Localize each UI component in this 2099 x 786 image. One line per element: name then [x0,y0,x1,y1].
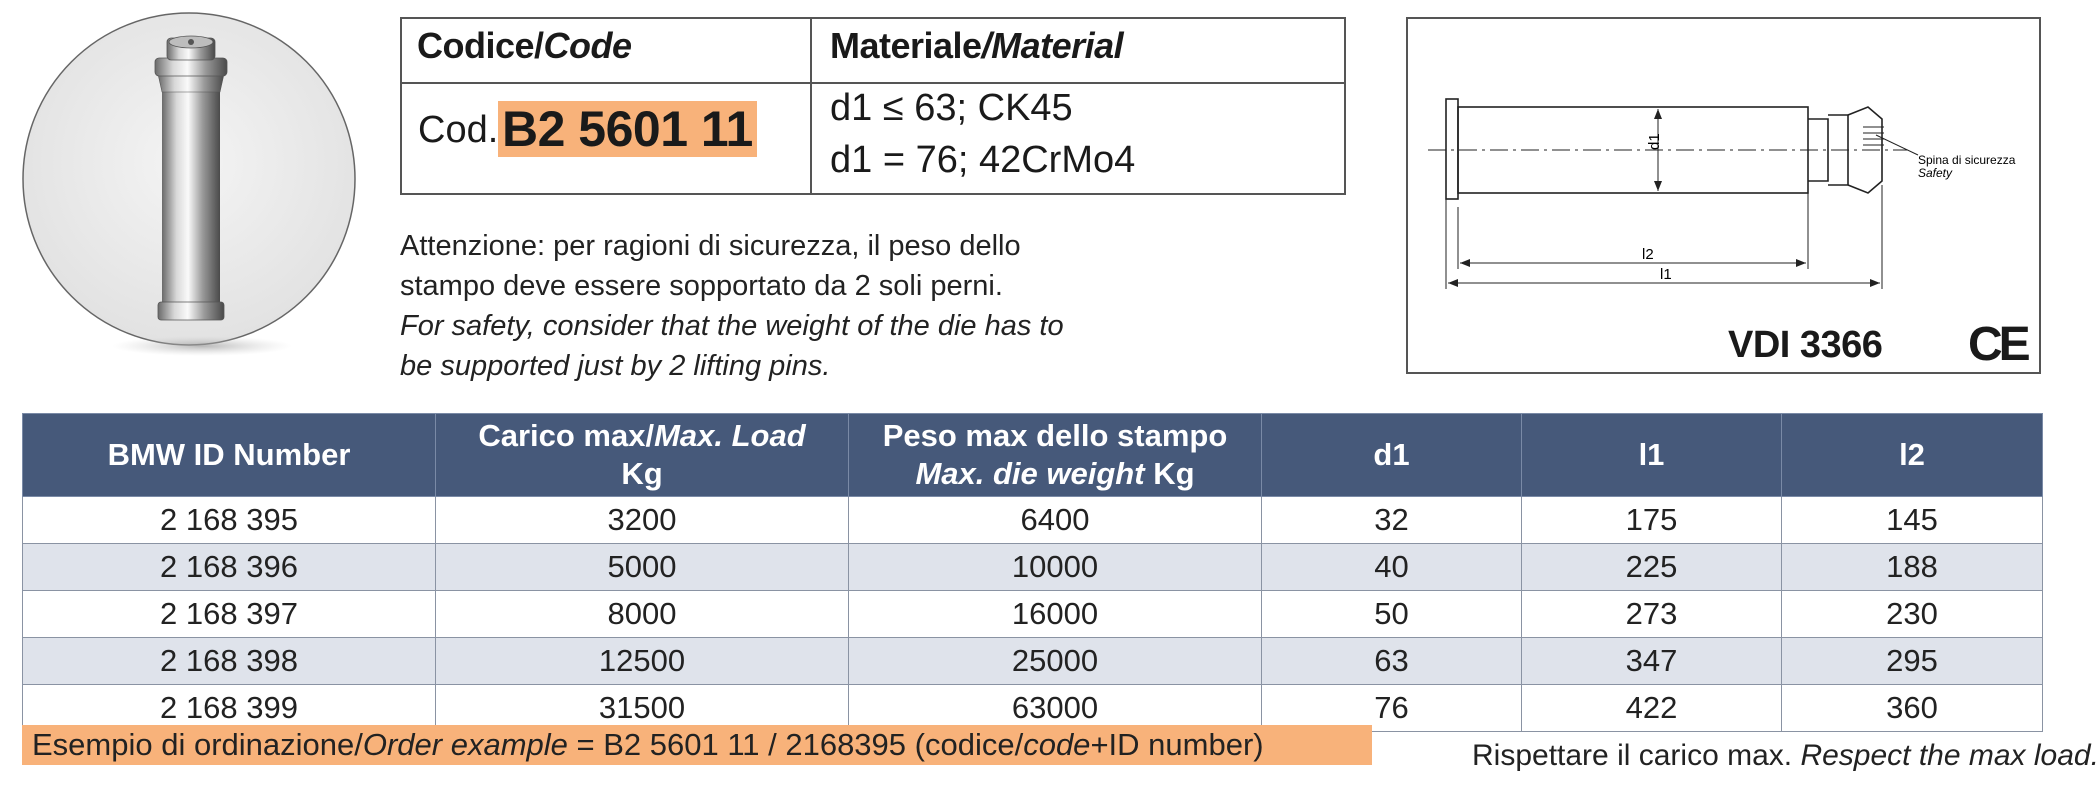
cell-max-load: 3200 [436,497,849,544]
order-example: Esempio di ordinazione/Order example = B2 5601 11 / 2168395 (codice/code+ID number) [22,725,1372,765]
cell-l1: 225 [1522,544,1782,591]
safety-label: Safety [1918,166,1953,180]
cell-d1: 76 [1262,685,1522,732]
cell-bmw-id: 2 168 398 [23,638,436,685]
material-line-1: d1 ≤ 63; CK45 [830,87,1073,129]
pin-drawing [1408,19,2039,372]
code-header: Codice/Code [417,25,632,66]
cell-bmw-id: 2 168 397 [23,591,436,638]
cell-bmw-id: 2 168 396 [23,544,436,591]
l2-label: l2 [1642,246,1654,263]
product-code: B2 5601 11 [498,101,757,157]
table-row [23,591,2043,638]
table-row [23,544,2043,591]
notice-it-line-1: Attenzione: per ragioni di sicurezza, il peso dello [400,230,1021,262]
cell-max-die-weight: 25000 [849,638,1262,685]
material-line-2: d1 = 76; 42CrMo4 [830,139,1136,181]
cell-max-load: 5000 [436,544,849,591]
cell-max-load: 8000 [436,591,849,638]
cell-d1: 63 [1262,638,1522,685]
product-photo [22,12,356,346]
code-prefix: Cod. [418,109,499,151]
cell-bmw-id: 2 168 399 [23,685,436,732]
cell-bmw-id: 2 168 395 [23,497,436,544]
notice-en-line-1: For safety, consider that the weight of the die has to [400,310,1064,342]
cell-l2: 145 [1782,497,2043,544]
notice-en-line-2: be supported just by 2 lifting pins. [400,350,831,382]
notice-it-line-2: stampo deve essere sopportato da 2 soli perni. [400,270,1003,302]
header-l2: l2 [1782,414,2043,497]
cell-max-die-weight: 16000 [849,591,1262,638]
d1-label: d1 [1646,133,1663,150]
cell-l1: 175 [1522,497,1782,544]
respect-max-load-note: Rispettare il carico max. Respect the max load. [1472,739,2099,772]
cell-l2: 360 [1782,685,2043,732]
header-d1: d1 [1262,414,1522,497]
cell-d1: 32 [1262,497,1522,544]
cell-max-load: 12500 [436,638,849,685]
table-row [23,638,2043,685]
cell-l1: 347 [1522,638,1782,685]
cell-l2: 188 [1782,544,2043,591]
standard-label: VDI 3366 [1728,324,1883,366]
header-max-load: Carico max/Max. Load Kg [436,414,849,497]
table-row [23,497,2043,544]
material-header: Materiale/Material [830,25,1124,66]
header-bmw-id: BMW ID Number [23,414,436,497]
cell-d1: 50 [1262,591,1522,638]
cell-l1: 273 [1522,591,1782,638]
cell-max-die-weight: 10000 [849,544,1262,591]
cell-max-load: 31500 [436,685,849,732]
technical-drawing [1406,17,2041,374]
cell-max-die-weight: 6400 [849,497,1262,544]
header-max-die-weight: Peso max dello stampo Max. die weight Kg [849,414,1262,497]
cell-max-die-weight: 63000 [849,685,1262,732]
ce-mark-icon: CE [1968,318,2027,371]
l1-label: l1 [1660,266,1672,283]
cell-d1: 40 [1262,544,1522,591]
cell-l1: 422 [1522,685,1782,732]
cell-l2: 295 [1782,638,2043,685]
header-l1: l1 [1522,414,1782,497]
lifting-pin-table [22,413,2043,732]
table-header-row [23,414,2043,497]
code-material-table [400,17,1346,195]
safety-pin-label: Spina di sicurezza [1918,153,2016,167]
cell-l2: 230 [1782,591,2043,638]
